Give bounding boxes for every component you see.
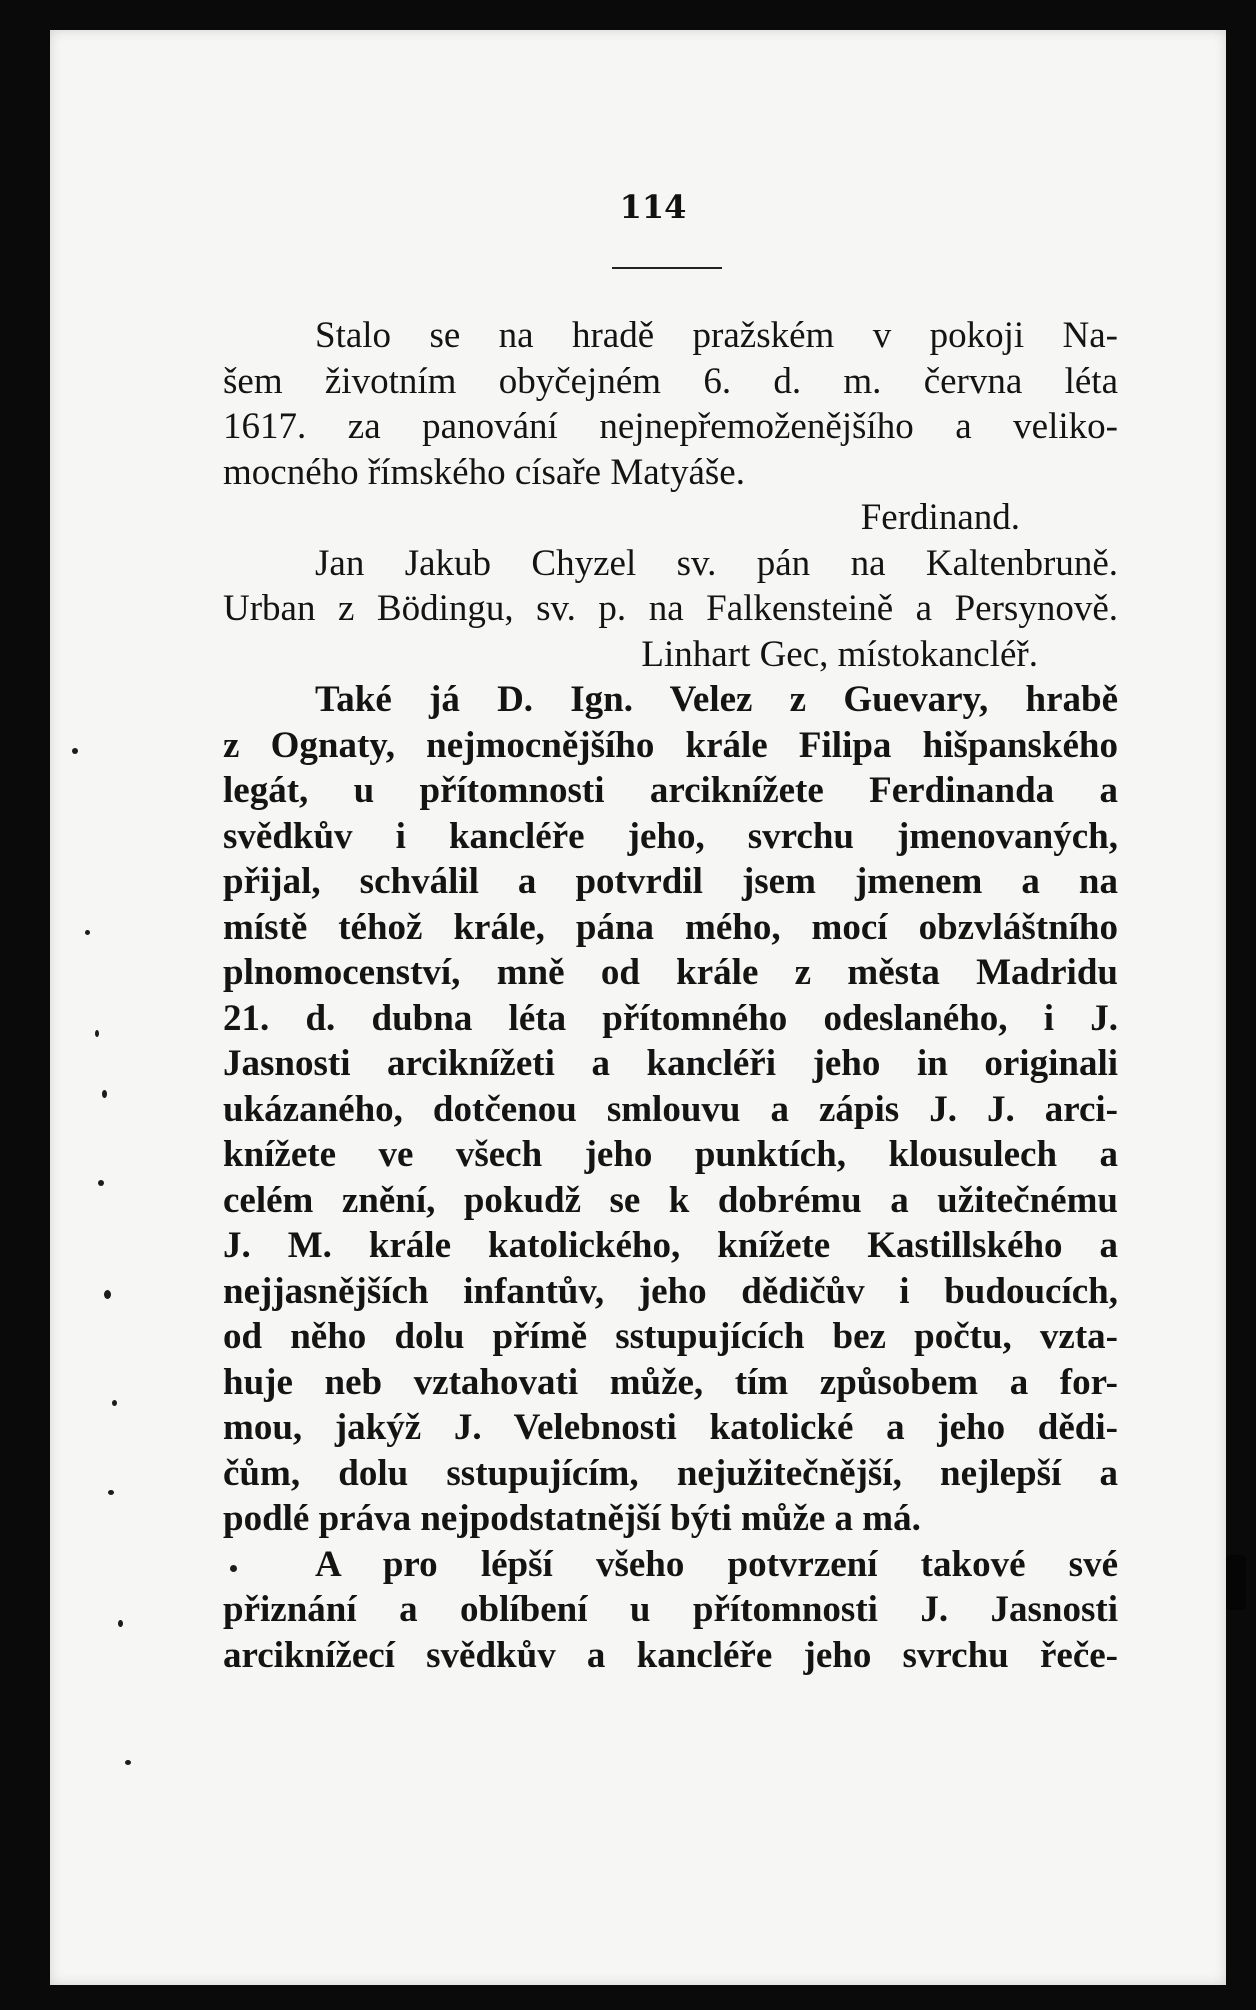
text-line: Také já D. Ign. Velez z Guevary, hrabě — [315, 679, 1118, 720]
text-line: nejjasnějších infantův, jeho dědičův i budoucích, — [223, 1270, 1118, 1312]
text-line: z Ognaty, nejmocnějšího krále Filipa hišpanského — [223, 724, 1118, 766]
text-line: J. M. krále katolického, knížete Kastillského a — [223, 1225, 1118, 1266]
text-line: 21. d. dubna léta přítomného odeslaného, i J. — [223, 997, 1118, 1039]
text-line: plnomocenství, mně od krále z města Madridu — [223, 952, 1118, 993]
scan-speck — [112, 1400, 117, 1406]
document-body — [223, 313, 1118, 1678]
scan-speck — [102, 1090, 107, 1098]
text-line: šem životním obyčejném 6. d. m. června léta — [223, 360, 1118, 402]
page-number-rule — [612, 267, 722, 269]
text-line: celém znění, pokudž se k dobrému a užitečnému — [223, 1179, 1118, 1221]
scan-speck — [125, 1760, 131, 1765]
text-line: Jasnosti arciknížeti a kancléři jeho in originali — [223, 1043, 1118, 1084]
text-line: ukázaného, dotčenou smlouvu a zápis J. J. arci- — [223, 1088, 1118, 1130]
text-line: Stalo se na hradě pražském v pokoji Na- — [315, 315, 1118, 356]
text-line: legát, u přítomnosti arciknížete Ferdinanda a — [223, 770, 1118, 811]
page-edge-tab — [1226, 1555, 1246, 1610]
page-number: 114 — [619, 188, 687, 226]
text-line: mou, jakýž J. Velebnosti katolické a jeho dědi- — [223, 1407, 1118, 1448]
scan-speck — [104, 1290, 111, 1299]
signature-ferdinand: Ferdinand. — [860, 497, 1020, 538]
text-line: přijal, schválil a potvrdil jsem jmenem a na — [223, 861, 1118, 902]
text-line: 1617. za panování nejnepřemoženějšího a veliko- — [223, 406, 1118, 447]
scan-speck — [85, 930, 90, 935]
scan-speck — [98, 1180, 104, 1186]
text-line: podlé práva nejpodstatnější býti může a má. — [223, 1498, 921, 1539]
text-line: huje neb vztahovati může, tím způsobem a for- — [223, 1361, 1118, 1403]
text-line: čům, dolu sstupujícím, nejužitečnější, nejlepší a — [223, 1452, 1118, 1494]
text-line: svědkův i kancléře jeho, svrchu jmenovaných, — [223, 815, 1118, 857]
scan-speck — [95, 1030, 99, 1037]
text-line: přiznání a oblíbení u přítomnosti J. Jasnosti — [223, 1589, 1118, 1630]
signature-line: Urban z Bödingu, sv. p. na Falkensteině a Persynově. — [223, 588, 1118, 629]
text-line: mocného římského císaře Matyáše. — [223, 451, 745, 493]
text-line: A pro lépší všeho potvrzení takové své — [315, 1543, 1118, 1585]
text-line: arciknížecí svědkův a kancléře jeho svrchu řeče- — [223, 1634, 1118, 1676]
scan-speck — [230, 1565, 237, 1572]
text-line: od něho dolu přímě sstupujících bez počtu, vzta- — [223, 1316, 1118, 1357]
scan-speck — [118, 1620, 123, 1627]
signature-line: Linhart Gec, místokancléř. — [641, 633, 1038, 675]
signature-line: Jan Jakub Chyzel sv. pán na Kaltenbruně. — [315, 542, 1118, 584]
text-line: místě téhož krále, pána mého, mocí obzvláštního — [223, 906, 1118, 948]
scan-speck — [108, 1490, 114, 1495]
text-line: knížete ve všech jeho punktích, klousulech a — [223, 1134, 1118, 1175]
scan-speck — [72, 748, 78, 754]
